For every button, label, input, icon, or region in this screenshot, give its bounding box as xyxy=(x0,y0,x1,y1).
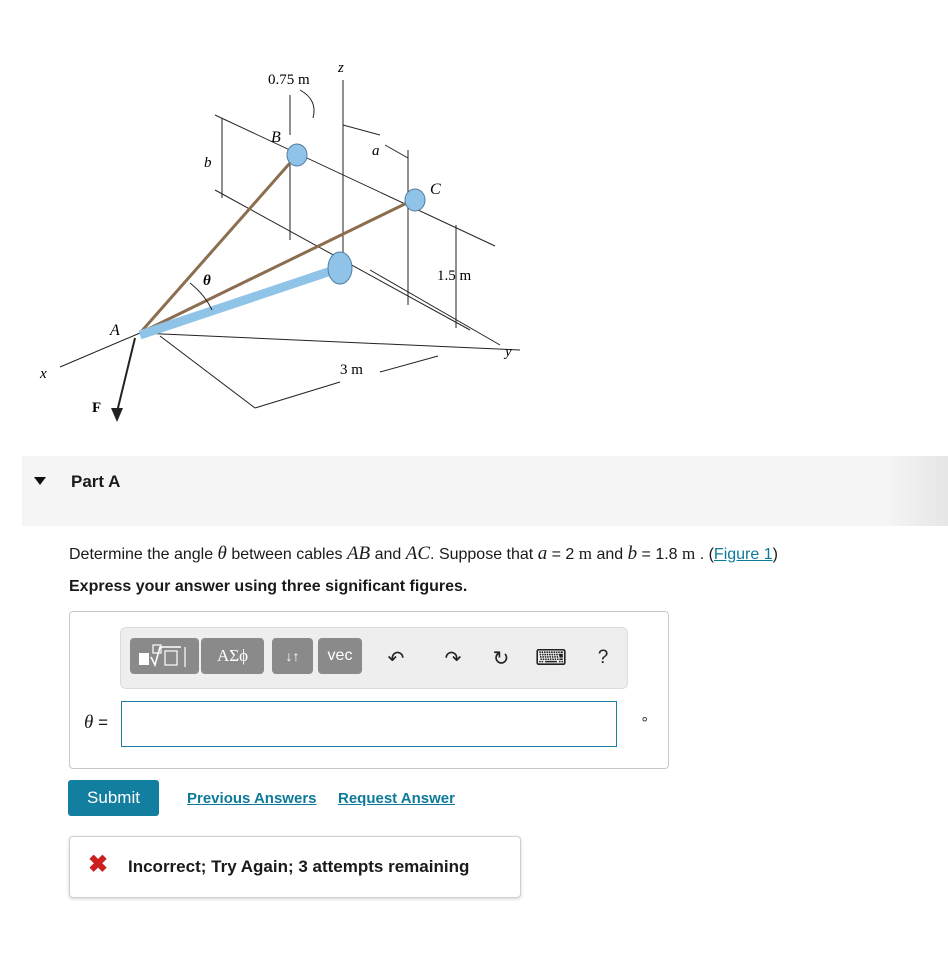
figure-1 xyxy=(0,0,560,445)
dim-3m-arrow-line-2 xyxy=(380,356,438,372)
cable-ac xyxy=(140,200,413,333)
force-f-arrow xyxy=(117,338,135,412)
answer-input[interactable] xyxy=(121,701,617,747)
reset-icon[interactable]: ↻ xyxy=(492,647,510,670)
submit-button[interactable]: Submit xyxy=(68,780,159,816)
request-answer-link[interactable]: Request Answer xyxy=(338,790,455,807)
label-theta: θ xyxy=(203,273,211,289)
templates-icon xyxy=(135,643,195,669)
keyboard-icon[interactable]: ⌨ xyxy=(535,645,567,670)
label-y: y xyxy=(505,344,512,360)
unit-m-2: m xyxy=(682,544,696,563)
instruction-text: Express your answer using three significant figures. xyxy=(69,578,468,595)
label-x: x xyxy=(40,366,47,382)
vec-button[interactable]: vec xyxy=(318,638,362,674)
part-title: Part A xyxy=(71,472,121,491)
math-toolbar xyxy=(120,627,628,689)
ground-line-1 xyxy=(160,336,255,408)
help-icon[interactable]: ? xyxy=(597,647,609,668)
label-075m: 0.75 m xyxy=(268,72,310,88)
figure-1-link[interactable]: Figure 1 xyxy=(713,546,773,563)
dim-a-line-2 xyxy=(385,145,408,158)
var-a: a xyxy=(537,543,548,564)
dim-3m-arrow-line xyxy=(255,382,340,408)
anchor-c xyxy=(405,189,425,211)
degree-unit: ∘ xyxy=(640,711,650,728)
label-f: F xyxy=(92,400,102,416)
rod xyxy=(140,268,340,335)
wall-line-1 xyxy=(215,115,495,246)
answer-panel xyxy=(69,611,669,769)
var-ab: AB xyxy=(346,543,371,564)
wall-line-3 xyxy=(370,270,500,345)
label-b-dim: b xyxy=(204,155,212,171)
label-a-dim: a xyxy=(372,143,380,159)
question-text: Determine the angle θ between cables AB and AC. Suppose that a = 2 m and b = 1.8 m . (Figure 1) xyxy=(69,543,778,564)
dim-075-pointer xyxy=(300,90,314,118)
collapse-triangle-icon[interactable] xyxy=(34,477,46,485)
label-3m: 3 m xyxy=(340,362,363,378)
redo-icon[interactable]: ↷ xyxy=(444,647,462,670)
unit-m-1: m xyxy=(578,544,592,563)
label-15m: 1.5 m xyxy=(437,268,472,284)
anchor-b xyxy=(287,144,307,166)
label-a-point: A xyxy=(110,322,120,339)
rod-socket xyxy=(328,252,352,284)
greek-button[interactable]: ΑΣϕ xyxy=(201,638,264,674)
label-z: z xyxy=(338,60,344,76)
var-ac: AC xyxy=(405,543,431,564)
previous-answers-link[interactable]: Previous Answers xyxy=(187,790,317,807)
undo-icon[interactable]: ↶ xyxy=(387,647,405,670)
force-f-arrowhead xyxy=(111,408,123,422)
dim-a-line-1 xyxy=(343,125,380,135)
answer-label: θ = xyxy=(84,712,108,733)
var-b: b xyxy=(627,543,638,564)
x-axis-line xyxy=(60,333,140,367)
templates-button[interactable] xyxy=(130,638,199,674)
y-axis-line xyxy=(140,333,520,350)
arrows-button[interactable]: ↓↑ xyxy=(272,638,313,674)
label-b-point: B xyxy=(271,129,281,146)
var-theta: θ xyxy=(217,543,227,564)
feedback-message: Incorrect; Try Again; 3 attempts remaining xyxy=(128,857,470,876)
feedback-box xyxy=(69,836,521,898)
part-a-header[interactable] xyxy=(22,456,948,526)
label-c-point: C xyxy=(430,181,441,198)
incorrect-x-icon: ✖ xyxy=(88,851,109,878)
